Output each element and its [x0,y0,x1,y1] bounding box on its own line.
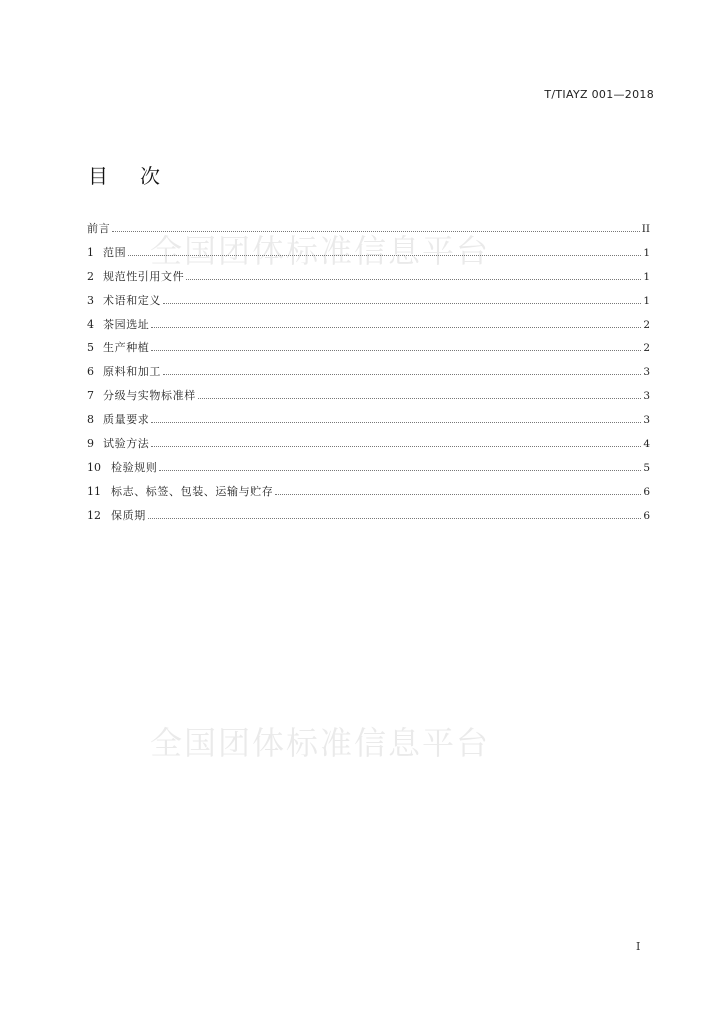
toc-entry[interactable] [87,292,650,316]
toc-title [88,160,160,189]
toc-entry-label: 规范性引用文件 [103,269,185,283]
toc-entry-page: 6 [643,485,650,498]
toc-entry-number: 5 [87,341,94,355]
toc-leader-dots [163,373,641,375]
toc-leader-dots [148,517,642,519]
toc-entry-page: 3 [643,366,650,379]
toc-entry-page: 4 [643,438,650,451]
toc-entry-page: II [641,223,650,235]
document-code: T/TIAYZ 001—2018 [544,88,654,101]
toc-leader-dots [198,397,642,399]
toc-leader-dots [159,469,641,471]
toc-entry[interactable] [87,507,650,531]
toc-entry-number: 7 [87,389,94,403]
toc-leader-dots [151,326,641,328]
toc-entry-page: 3 [643,390,650,403]
toc-entry-page: 1 [643,294,650,307]
toc-leader-dots [128,254,641,256]
toc-entry-page: 2 [643,318,650,331]
toc-leader-dots [112,230,640,232]
toc-entry-label: 检验规则 [111,460,158,474]
toc-entry[interactable] [87,483,650,507]
toc-entry-number: 11 [87,484,101,498]
toc-entry-page: 6 [643,509,650,522]
toc-entry[interactable] [87,316,650,340]
toc-entry-number: 10 [87,460,101,474]
toc-entry[interactable] [87,244,650,268]
toc-entry[interactable] [87,411,650,435]
toc-entry[interactable] [87,268,650,292]
watermark-top: 全国团体标准信息平台 [150,232,491,270]
toc-entry-label: 试验方法 [103,437,150,451]
toc-entry-number: 4 [87,317,94,331]
toc-entry-label: 生产种植 [103,341,150,355]
toc-leader-dots [151,349,641,351]
toc-leader-dots [151,421,641,423]
toc-entry-label: 前言 [87,222,111,235]
toc-entry[interactable] [87,363,650,387]
toc-entry-number: 8 [87,413,94,427]
toc-entry-number: 2 [87,269,94,283]
watermark-middle: 全国团体标准信息平台 [150,724,491,762]
toc-title-part2: 次 [140,164,160,188]
toc-entry-page: 2 [643,342,650,355]
toc-entry-page: 3 [643,414,650,427]
toc-entry-label: 术语和定义 [103,293,161,307]
toc-entry-number: 1 [87,245,94,259]
toc-entry-number: 6 [87,365,94,379]
toc-entry-page: 1 [643,270,650,283]
toc-entry-label: 分级与实物标准样 [103,389,196,403]
toc-entry[interactable] [87,387,650,411]
toc-leader-dots [151,445,641,447]
toc-leader-dots [186,278,641,280]
toc-entry-label: 范围 [103,245,127,259]
toc-list [87,220,650,531]
toc-leader-dots [275,493,641,495]
toc-leader-dots [163,302,641,304]
toc-entry-label: 原料和加工 [103,365,161,379]
toc-entry[interactable] [87,435,650,459]
toc-entry-page: 5 [643,461,650,474]
toc-title-part1: 目 [88,164,108,188]
toc-entry-number: 9 [87,437,94,451]
toc-entry[interactable] [87,459,650,483]
toc-entry-number: 3 [87,293,94,307]
toc-entry-label: 保质期 [111,508,146,522]
toc-entry-number: 12 [87,508,101,522]
toc-entry-label: 茶园选址 [103,317,150,331]
toc-entry-label: 标志、标签、包装、运输与贮存 [111,484,274,498]
toc-entry-label: 质量要求 [103,413,150,427]
toc-entry-page: 1 [643,246,650,259]
page-number: I [636,940,641,953]
toc-entry[interactable] [87,220,650,244]
toc-entry[interactable] [87,339,650,363]
